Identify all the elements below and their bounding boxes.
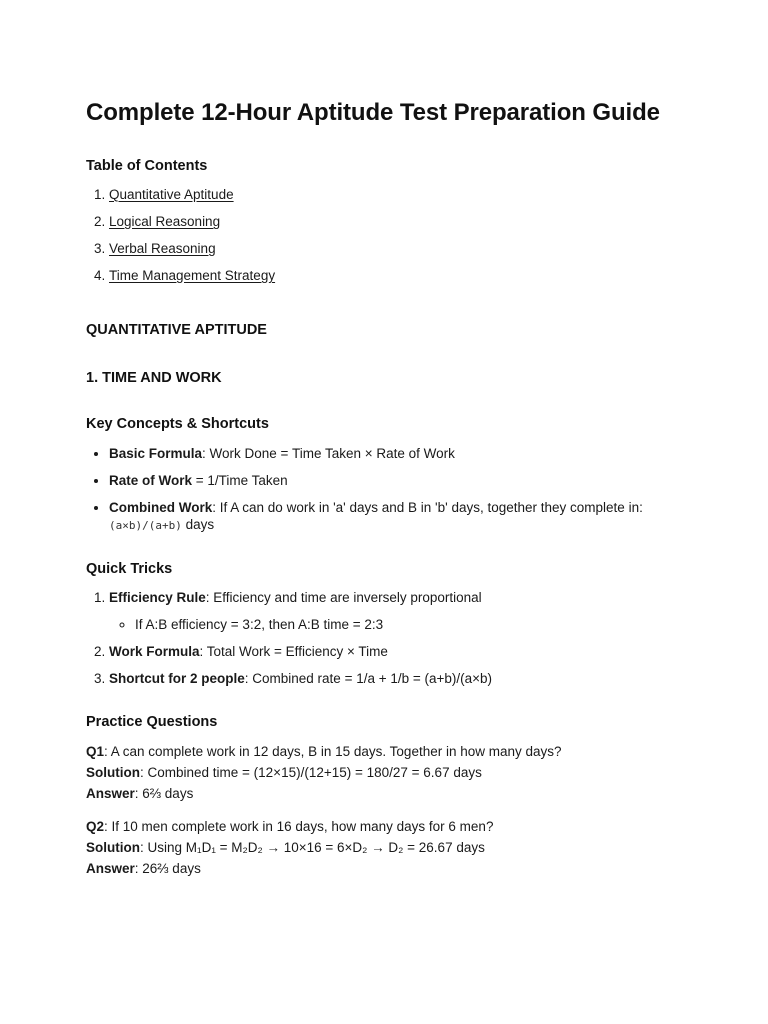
term-label: Basic Formula [109, 446, 203, 461]
key-concepts-list [86, 445, 688, 534]
list-item [109, 670, 688, 687]
quick-tricks-heading: Quick Tricks [86, 561, 173, 577]
toc-link-verbal-reasoning[interactable]: Verbal Reasoning [109, 241, 216, 256]
term-label: Work Formula [109, 644, 200, 659]
answer-label: Answer [86, 786, 135, 801]
question-label: Q2 [86, 819, 105, 834]
toc-list [86, 186, 688, 284]
term-text: : Work Done = Time Taken × Rate of Work [202, 446, 455, 461]
toc-link-quantitative-aptitude[interactable]: Quantitative Aptitude [109, 187, 234, 202]
term-text: : Total Work = Efficiency × Time [199, 644, 388, 659]
key-concepts-heading: Key Concepts & Shortcuts [86, 416, 269, 432]
term-text: : If A can do work in 'a' days and B in 'b' days, together they complete in: [212, 500, 643, 515]
solution-text: : Using M₁D₁ = M₂D₂ → 10×16 = 6×D₂ → D₂ = 26.67 days [140, 840, 485, 855]
solution-label: Solution [86, 765, 140, 780]
term-label: Rate of Work [109, 473, 193, 488]
term-text: = 1/Time Taken [192, 473, 288, 488]
toc-link-logical-reasoning[interactable]: Logical Reasoning [109, 214, 221, 229]
question-label: Q1 [86, 744, 105, 759]
question-text: : If 10 men complete work in 16 days, how many days for 6 men? [104, 819, 494, 834]
term-label: Shortcut for 2 people [109, 671, 245, 686]
page-title: Complete 12-Hour Aptitude Test Preparation Guide [86, 99, 660, 126]
toc-item [109, 240, 688, 257]
toc-item [109, 186, 688, 203]
sub-list [109, 616, 688, 633]
topic-heading: 1. TIME AND WORK [86, 370, 222, 386]
practice-question-2 [86, 816, 688, 879]
term-label: Combined Work [109, 500, 213, 515]
solution-label: Solution [86, 840, 140, 855]
question-text: : A can complete work in 12 days, B in 15 days. Together in how many days? [104, 744, 562, 759]
toc-item [109, 267, 688, 284]
toc-item [109, 213, 688, 230]
answer-text: : 26⅔ days [134, 861, 201, 876]
term-label: Efficiency Rule [109, 590, 206, 605]
term-text: : Combined rate = 1/a + 1/b = (a+b)/(a×b) [244, 671, 493, 686]
section-heading: QUANTITATIVE APTITUDE [86, 322, 267, 338]
term-text: : Efficiency and time are inversely proportional [205, 590, 482, 605]
list-item [109, 589, 688, 633]
formula-code: (a×b)/(a+b) [109, 519, 182, 532]
practice-question-1 [86, 741, 688, 804]
practice-heading: Practice Questions [86, 714, 218, 730]
term-suffix: days [181, 517, 215, 532]
quick-tricks-list [86, 589, 688, 687]
sub-list-item: ◦ If A:B efficiency = 3:2, then A:B time = 2:3 [135, 616, 688, 633]
answer-label: Answer [86, 861, 135, 876]
list-item [109, 499, 688, 534]
answer-text: : 6⅔ days [134, 786, 194, 801]
list-item [109, 445, 688, 462]
toc-heading: Table of Contents [86, 158, 208, 174]
list-item [109, 472, 688, 489]
list-item [109, 643, 688, 660]
toc-link-time-management[interactable]: Time Management Strategy [109, 268, 276, 283]
solution-text: : Combined time = (12×15)/(12+15) = 180/27 = 6.67 days [140, 765, 482, 780]
